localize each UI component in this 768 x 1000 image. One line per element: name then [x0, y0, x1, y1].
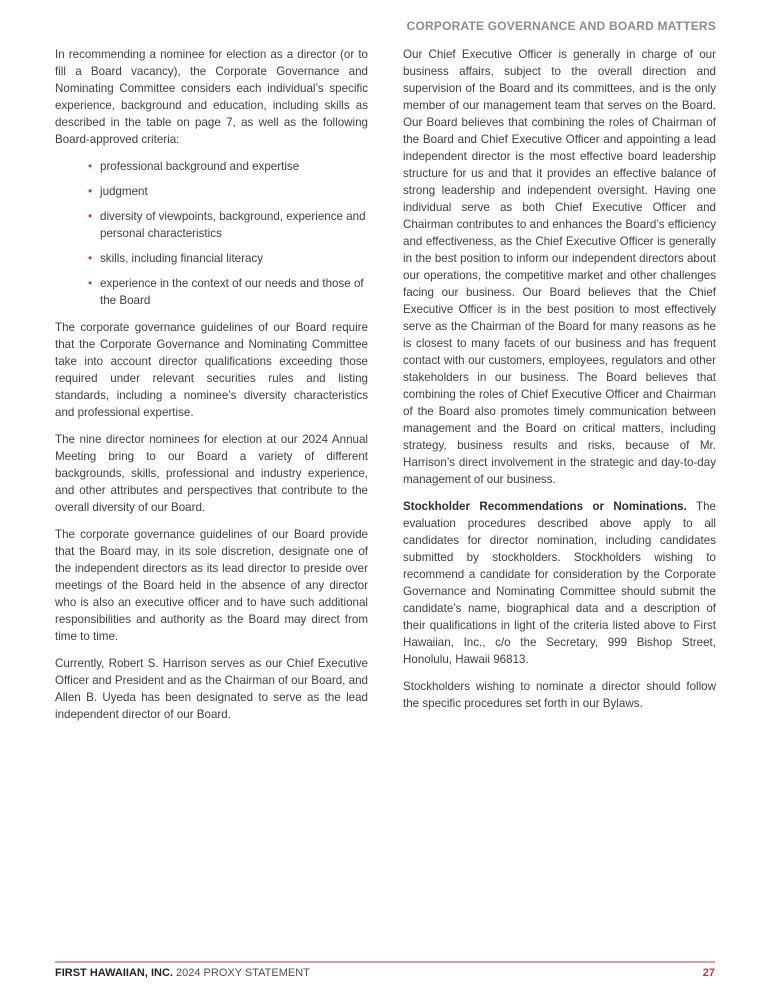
bullet-item — [88, 275, 368, 309]
paragraph-nine-nominees: The nine director nominees for election at our 2024 Annual Meeting bring to our Board a variety of different backgrounds, skills, professional and industry experience, and other attributes and perspectives that contribute to the overall diversity of our Board. — [55, 433, 368, 514]
bullet-icon: • — [88, 209, 93, 223]
bullet-item-label: judgment — [100, 185, 148, 198]
paragraph-nomination-bylaws: Stockholders wishing to nominate a director should follow the specific procedures set forth in our Bylaws. — [403, 680, 716, 710]
bullet-item — [88, 250, 368, 267]
bullet-item — [88, 158, 368, 175]
section-header-title: CORPORATE GOVERNANCE AND BOARD MATTERS — [406, 19, 716, 33]
page-footer — [55, 961, 715, 980]
paragraph-nominee-criteria: In recommending a nominee for election as a director (or to fill a Board vacancy), the Corporate Governance and Nominating Committee considers each individual’s specific experience, background and education, including skills as described in the table on page 7, as well as the following Board-approved criteria: — [55, 48, 368, 146]
right-column — [403, 46, 716, 723]
bullet-item — [88, 183, 368, 200]
bullet-item-label: diversity of viewpoints, background, experience and personal characteristics — [100, 210, 366, 240]
footer-company-name: FIRST HAWAIIAN, INC. — [55, 967, 173, 979]
bullet-icon: • — [88, 251, 93, 265]
bullet-item-label: professional background and expertise — [100, 160, 300, 173]
paragraph-stockholder-recommendations — [403, 498, 716, 668]
paragraph-governance-guidelines-require: The corporate governance guidelines of our Board require that the Corporate Governance and Nominating Committee take into account director qualifications exceeding those required under relevant securities rules and listing standards, including a nominee’s diversity characteristics and professional expertise. — [55, 321, 368, 419]
bullet-icon: • — [88, 159, 93, 173]
bullet-icon: • — [88, 276, 93, 290]
footer-document-title: 2024 PROXY STATEMENT — [176, 967, 310, 979]
paragraph-ceo-role: Our Chief Executive Officer is generally in charge of our business affairs, subject to the overall direction and supervision of the Board and its committees, and is the only member of our management team that serves on the Board. Our Board believes that combining the roles of Chairman of the Board and Chief Executive Officer and appointing a lead independent director is the most effective board leadership structure for us and that it provides an effective balance of strong leadership and independent oversight. Having one individual serve as both Chief Executive Officer and Chairman contributes to and enhances the Board’s efficiency and effectiveness, as the Chief Executive Officer is generally in the best position to inform our independent directors about our operations, the competitive market and other challenges facing our business. Our Board believes that the Chief Executive Officer is in the best position to most effectively serve as the Chairman of the Board for many reasons as he is closest to many facets of our business and has frequent contact with our customers, employees, regulators and other stakeholders in our business. The Board believes that combining the roles of Chief Executive Officer and Chairman of the Board also promotes timely communication between management and the Board on critical matters, including strategy, business results and risks, because of Mr. Harrison’s direct involvement in the strategic and day-to-day management of our business. — [403, 48, 716, 486]
bullet-item — [88, 208, 368, 242]
criteria-bullet-list — [55, 158, 368, 309]
paragraph-evaluation-procedures: The evaluation procedures described above apply to all candidates for director nomination, including candidates submitted by stockholders. Stockholders wishing to recommend a candidate for consideration by the Corporate Governance and Nominating Committee should submit the candidate’s name, biographical data and a description of their qualifications in light of the criteria listed above to First Hawaiian, Inc., c/o the Secretary, 999 Bishop Street, Honolulu, Hawaii 96813. — [403, 500, 717, 666]
left-column — [55, 46, 368, 723]
paragraph-lead-director-provision: The corporate governance guidelines of our Board provide that the Board may, in its sole discretion, designate one of the independent directors as its lead director to preside over meetings of the Board held in the absence of any director who is also an executive officer and to have such additional responsibilities and authority as the Board may direct from time to time. — [55, 528, 368, 643]
footer-left — [55, 967, 310, 980]
page-number: 27 — [702, 967, 715, 979]
bullet-item-label: skills, including financial literacy — [100, 252, 264, 265]
subsection-heading-stockholder-recommendations: Stockholder Recommendations or Nominations. — [403, 500, 687, 513]
bullet-icon: • — [88, 184, 93, 198]
bullet-item-label: experience in the context of our needs and those of the Board — [100, 277, 364, 307]
two-column-body — [55, 46, 716, 723]
paragraph-current-leadership: Currently, Robert S. Harrison serves as our Chief Executive Officer and President and as the Chairman of our Board, and Allen B. Uyeda has been designated to serve as the lead independent director of our Board. — [55, 657, 368, 721]
